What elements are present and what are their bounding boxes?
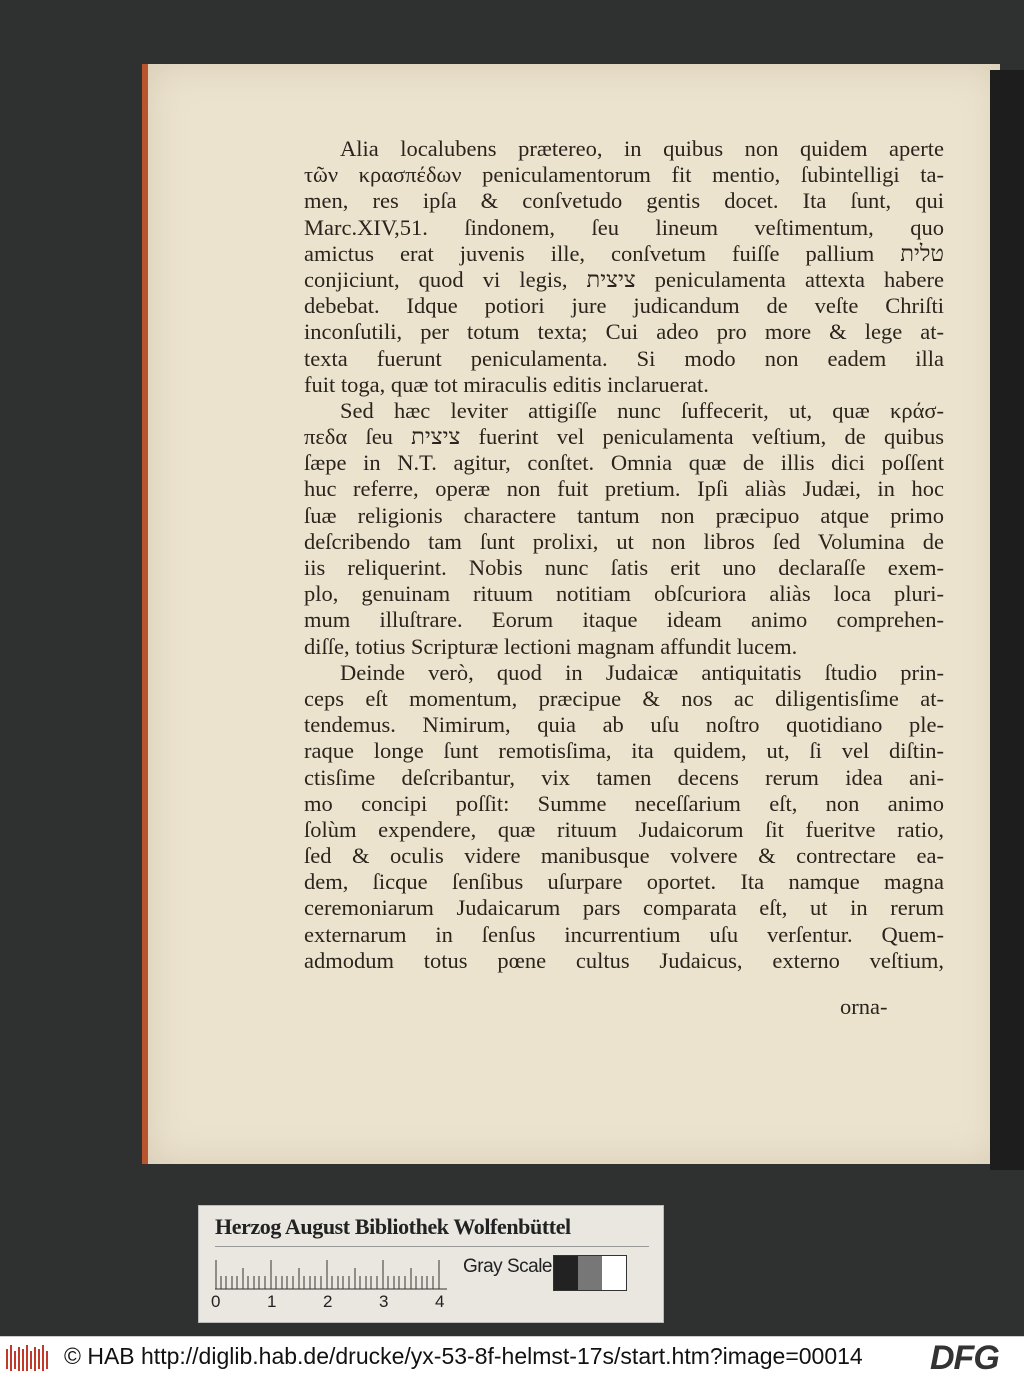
text-line: iis reliquerint. Nobis nunc ſatis erit uno declaraſſe exem- [304, 555, 944, 580]
text-line: amictus erat juvenis ille, conſvetum fuiſſe pallium טלית [304, 240, 944, 266]
ruler-number: 3 [379, 1292, 389, 1311]
dfg-logo: DFG [930, 1339, 999, 1377]
text-line: inconſutili, per totum texta; Cui adeo pro more & lege at- [304, 319, 944, 345]
catchword: orna- [840, 994, 888, 1019]
ruler-number: 2 [323, 1292, 333, 1311]
text-line: deſcribendo tam ſunt prolixi, ut non libros ſed Volumina de [304, 528, 944, 554]
swatch-black [554, 1256, 578, 1290]
text-line: Alia localubens prætereo, in quibus non quidem aperte [340, 136, 944, 161]
text-line: Deinde verò, quod in Judaicæ antiquitatis ſtudio prin- [340, 659, 944, 685]
text-line: admodum totus pœne cultus Judaicus, externo veſtium, [304, 947, 944, 973]
ruler-number: 0 [211, 1292, 221, 1311]
library-name: Herzog August Bibliothek Wolfenbüttel [215, 1214, 571, 1239]
text-line: dem, ſicque ſenſibus uſurpare oportet. Ita namque magna [304, 869, 944, 895]
label-divider [215, 1246, 649, 1247]
source-url[interactable]: © HAB http://diglib.hab.de/drucke/yx-53-8f-helmst-17s/start.htm?image=00014 [64, 1343, 863, 1369]
ruler-number: 1 [267, 1292, 277, 1311]
text-line: mum illuſtrare. Eorum itaque ideam animo comprehen- [304, 607, 944, 633]
library-label [198, 1205, 664, 1323]
text-line: plo, genuinam rituum notitiam obſcuriora aliàs loca pluri- [304, 581, 944, 607]
text-line: fuit toga, quæ tot miraculis editis inclaruerat. [304, 371, 709, 397]
text-line: conjiciunt, quod vi legis, ציצית peniculamenta attexta habere [304, 266, 944, 292]
text-line: externarum in ſenſus incurrentium uſu verſentur. Quem- [304, 921, 944, 947]
gray-scale-label: Gray Scale [463, 1256, 552, 1277]
text-line: mo concipi poſſit: Summe neceſſarium eſt, non animo [304, 790, 944, 816]
page-text [304, 136, 944, 974]
text-line: πεδα ſeu ציצית fuerint vel peniculamenta veſtium, de quibus [304, 424, 944, 450]
text-line: ceps eſt momentum, præcipue & nos ac diligentisſime at- [304, 685, 944, 711]
text-line: ſæpe in N.T. agitur, conſtet. Omnia quæ de illis dici poſſent [304, 450, 944, 476]
swatch-white [602, 1256, 626, 1290]
text-line: ceremoniarum Judaicarum pars comparata eſt, ut in rerum [304, 895, 944, 921]
text-line: texta fuerunt peniculamenta. Si modo non eadem illa [304, 345, 944, 371]
page-edge [990, 70, 1024, 1170]
ruler-number: 4 [435, 1292, 445, 1311]
ruler-scale-icon [215, 1260, 447, 1290]
swatch-gray [578, 1256, 602, 1290]
text-line: raque longe ſunt remotisſima, ita quidem, ut, ſi vel diſtin- [304, 738, 944, 764]
text-line: τῶν κρασπέδων peniculamentorum fit mentio, ſubintelligi ta- [304, 162, 944, 188]
text-line: ſuæ religionis charactere tantum non præcipuo atque primo [304, 502, 944, 528]
text-line: ctisſime deſcribantur, vix tamen decens rerum idea ani- [304, 764, 944, 790]
text-line: debebat. Idque potiori jure judicandum de veſte Chriſti [304, 293, 944, 319]
text-line: ſolùm expendere, quæ rituum Judaicorum ſit fueritve ratio, [304, 816, 944, 842]
text-line: Sed hæc leviter attigiſſe nunc ſuffecerit, ut, quæ κράσ- [340, 397, 944, 423]
footer-bar [0, 1336, 1024, 1379]
text-line: huc referre, operæ non fuit pretium. Ipſi aliàs Judæi, in hoc [304, 476, 944, 502]
text-line: Marc.XIV,51. ſindonem, ſeu lineum veſtimentum, quo [304, 214, 944, 240]
text-line: tendemus. Nimirum, quia ab uſu noſtro quotidiano ple- [304, 712, 944, 738]
text-line: ſed & oculis videre manibusque volvere & contrectare ea- [304, 843, 944, 869]
gray-scale-swatches [553, 1255, 627, 1291]
hab-logo-icon [6, 1345, 48, 1371]
text-line: diſſe, totius Scripturæ lectioni magnam affundit lucem. [304, 633, 798, 659]
text-line: men, res ipſa & conſvetudo gentis docet. Ita ſunt, qui [304, 188, 944, 214]
